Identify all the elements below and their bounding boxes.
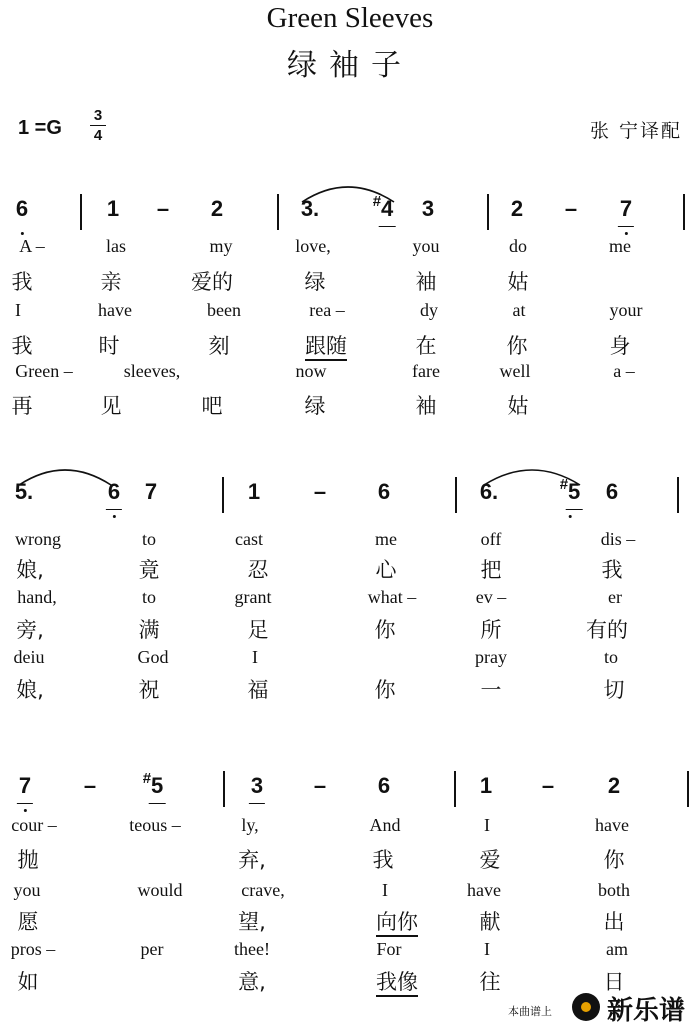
lyric-english	[106, 236, 126, 257]
sharp-sign: #	[559, 476, 569, 493]
lyric-english	[613, 361, 635, 382]
lyric-english	[604, 647, 618, 668]
lyric-english	[19, 236, 45, 257]
lyric-english	[467, 880, 501, 901]
lyric-chinese	[481, 554, 502, 584]
lyric-chinese	[416, 330, 437, 360]
lyric-text: I	[484, 815, 490, 835]
time-signature-top: 3	[93, 107, 103, 124]
lyric-english	[15, 300, 21, 321]
lyric-chinese	[373, 844, 394, 874]
lyric-english	[513, 300, 526, 321]
lyric-text: las	[106, 236, 126, 256]
lyric-english	[11, 939, 56, 960]
lyric-text: your	[609, 300, 643, 320]
lyric-text: I	[382, 880, 388, 900]
lyric-chinese	[305, 390, 326, 420]
lyric-english	[476, 587, 507, 608]
note: 6	[377, 773, 391, 798]
lyric-english	[15, 529, 61, 550]
lyric-text: crave,	[241, 880, 285, 900]
note: –	[564, 196, 578, 221]
lyric-text: 往	[479, 970, 501, 994]
lyric-chinese	[238, 844, 266, 874]
note: 2	[607, 773, 621, 798]
lyric-text: 祝	[138, 678, 160, 702]
lyric-text: pray	[475, 647, 507, 667]
lyric-chinese	[375, 614, 396, 644]
lyric-text: fare	[412, 361, 440, 381]
lyric-text: 时	[98, 334, 120, 358]
barline	[677, 477, 679, 513]
lyric-text: 足	[247, 618, 269, 642]
lyric-text: at	[512, 300, 526, 320]
lyric-chinese	[480, 906, 501, 936]
lyric-english	[368, 587, 417, 608]
lyric-text: to	[141, 529, 157, 549]
barline	[683, 194, 685, 230]
lyric-text: you	[13, 880, 41, 900]
lyric-english	[376, 939, 401, 960]
lyric-english	[610, 300, 643, 321]
lower-octave-dot	[24, 809, 27, 812]
lyric-text: rea –	[309, 300, 345, 320]
lyric-chinese	[16, 614, 44, 644]
lyric-text: Green –	[15, 361, 73, 381]
lyric-text: And	[369, 815, 401, 835]
lyric-text: hand,	[17, 587, 57, 607]
lyric-text: A –	[19, 236, 45, 256]
lyric-text: 爱的	[191, 270, 233, 294]
barline	[222, 477, 224, 513]
lyric-english	[601, 529, 636, 550]
lyric-text: 你	[374, 678, 396, 702]
lyric-text: 旁,	[16, 618, 44, 642]
lyric-chinese	[101, 390, 122, 420]
lyric-text: would	[137, 880, 183, 900]
lyric-text: 你	[603, 848, 625, 872]
lyric-chinese	[604, 906, 625, 936]
lyric-english	[141, 939, 164, 960]
lyric-english	[241, 880, 284, 901]
lyric-text: 娘,	[16, 678, 44, 702]
lyric-english	[475, 647, 507, 668]
lyric-chinese	[375, 674, 396, 704]
lyric-text: 竟	[138, 558, 160, 582]
lyric-chinese	[101, 266, 122, 296]
lyric-english	[413, 236, 440, 257]
lyric-text: dis –	[600, 529, 636, 549]
lyric-text: 姑	[507, 270, 529, 294]
lyric-chinese	[481, 614, 502, 644]
lyric-chinese	[604, 674, 625, 704]
slur	[300, 180, 396, 204]
record-logo-icon	[572, 993, 600, 1021]
note: 3.	[300, 196, 320, 221]
lyric-text: dy	[420, 300, 438, 320]
note-digit: 4	[381, 196, 394, 221]
lyric-text: 弃,	[238, 848, 266, 872]
lyric-text: both	[597, 880, 631, 900]
lower-octave-dot	[569, 515, 572, 518]
lyric-text: me	[375, 529, 397, 549]
lyric-text: 吧	[201, 394, 223, 418]
lyric-text: 见	[100, 394, 122, 418]
lyric-chinese	[610, 330, 631, 360]
lyric-chinese	[12, 330, 33, 360]
lyric-chinese	[191, 266, 233, 296]
lyric-text: 爱	[479, 848, 501, 872]
note-digit: 7	[619, 196, 633, 221]
lyric-text: 忍	[247, 558, 269, 582]
lyric-chinese	[238, 966, 266, 996]
lyric-text: 姑	[507, 394, 529, 418]
lyric-text: 抛	[17, 848, 39, 872]
lyric-english	[295, 236, 331, 257]
lower-octave-dot	[21, 232, 24, 235]
lyric-chinese	[18, 844, 39, 874]
song-title-chinese: 绿袖子	[287, 48, 413, 83]
lyric-english	[234, 939, 270, 960]
lyric-text: you	[412, 236, 440, 256]
lyric-text: cast	[235, 529, 263, 549]
lyric-english	[481, 529, 502, 550]
barline	[223, 771, 225, 807]
lyric-text: well	[499, 361, 531, 381]
lyric-text: I	[252, 647, 258, 667]
lyric-text: per	[140, 939, 164, 959]
lyric-english	[606, 939, 628, 960]
lyric-text: 在	[415, 334, 437, 358]
lyric-text: a –	[613, 361, 635, 381]
slur	[482, 463, 582, 487]
lyric-text: ev –	[475, 587, 507, 607]
time-signature	[90, 106, 106, 145]
note: –	[313, 773, 327, 798]
lyric-text: been	[207, 300, 241, 320]
watermark-prefix: 本曲谱上	[508, 1005, 552, 1018]
lyric-english	[142, 529, 156, 550]
note: –	[156, 196, 170, 221]
slur-curve	[19, 470, 111, 485]
note: 2	[210, 196, 224, 221]
lyric-chinese	[16, 674, 44, 704]
lyric-english	[235, 587, 272, 608]
lyric-text: 我	[11, 270, 33, 294]
lyric-text: er	[608, 587, 622, 607]
note: 6	[16, 196, 28, 222]
lyric-english	[11, 815, 56, 836]
lyric-chinese	[480, 844, 501, 874]
lower-octave-dot	[113, 515, 116, 518]
lyric-text: cour –	[11, 815, 57, 835]
lyric-text: I	[484, 939, 490, 959]
lyric-text: 我	[11, 334, 33, 358]
lyric-text: 身	[609, 334, 631, 358]
lyric-text: 我像	[376, 970, 418, 997]
lyric-text: For	[376, 939, 402, 959]
lyric-text: 袖	[415, 394, 437, 418]
lyric-text: 意,	[238, 970, 266, 994]
lyric-english	[375, 529, 397, 550]
lyric-english	[241, 815, 258, 836]
lyric-chinese	[99, 330, 120, 360]
barline	[277, 194, 279, 230]
lyric-chinese	[305, 266, 326, 296]
lyric-chinese	[416, 266, 437, 296]
note	[142, 770, 164, 799]
lyric-chinese	[586, 614, 628, 644]
lyric-chinese	[508, 266, 529, 296]
lyric-english	[484, 939, 490, 960]
lyric-text: 向你	[376, 910, 418, 937]
lyric-english	[484, 815, 490, 836]
lyric-chinese	[376, 554, 397, 584]
lyric-chinese	[12, 390, 33, 420]
note-digit: 5	[151, 773, 164, 798]
lyric-chinese	[416, 390, 437, 420]
lyric-chinese	[238, 906, 266, 936]
lyric-english	[609, 236, 631, 257]
lyric-english	[296, 361, 327, 382]
lyric-text: 出	[603, 910, 625, 934]
lyric-text: 所	[480, 618, 502, 642]
lyric-text: ly,	[241, 815, 259, 835]
lyric-english	[412, 361, 440, 382]
barline	[454, 771, 456, 807]
barline	[687, 771, 689, 807]
note: 2	[510, 196, 524, 221]
note-digit: 5	[568, 479, 581, 504]
lyric-chinese	[481, 674, 502, 704]
lyric-text: 绿	[304, 270, 326, 294]
note: 6	[377, 479, 391, 504]
lyric-english	[252, 647, 258, 668]
slur-curve	[484, 470, 580, 485]
lyric-english	[15, 361, 72, 382]
note: 3	[421, 196, 435, 221]
lyric-english	[235, 529, 263, 550]
lyric-text: am	[606, 939, 628, 959]
lyric-text: have	[467, 880, 501, 900]
lyric-english	[370, 815, 401, 836]
lyric-chinese	[202, 390, 223, 420]
note	[19, 773, 31, 799]
lyric-english	[595, 815, 629, 836]
lyric-english	[420, 300, 438, 321]
lyric-text: I	[15, 300, 21, 320]
lyric-text: 把	[480, 558, 502, 582]
lyric-english	[98, 300, 132, 321]
lyric-text: 绿	[304, 394, 326, 418]
lyric-text: 你	[374, 618, 396, 642]
lyric-chinese	[602, 554, 623, 584]
lyric-english	[309, 300, 344, 321]
watermark-brand: 新乐谱	[607, 996, 686, 1026]
note: –	[313, 479, 327, 504]
note	[251, 773, 263, 799]
lyric-chinese	[507, 330, 528, 360]
lyric-chinese	[18, 966, 39, 996]
lyric-text: God	[137, 647, 169, 667]
lyric-chinese	[305, 330, 347, 360]
lyric-chinese	[209, 330, 230, 360]
lyric-english	[138, 647, 169, 668]
lyric-english	[142, 587, 156, 608]
barline	[80, 194, 82, 230]
note: 1	[247, 479, 261, 504]
lyric-text: 满	[138, 618, 160, 642]
lyric-chinese	[139, 554, 160, 584]
lyric-chinese	[248, 674, 269, 704]
lyric-text: to	[603, 647, 619, 667]
lyric-text: do	[509, 236, 527, 256]
slur-curve	[302, 187, 394, 202]
lyric-text: thee!	[234, 939, 270, 959]
lyric-text: to	[141, 587, 157, 607]
time-signature-bottom: 4	[93, 127, 103, 144]
lyric-text: 你	[506, 334, 528, 358]
note: –	[541, 773, 555, 798]
lyric-english	[382, 880, 388, 901]
lyric-text: have	[595, 815, 629, 835]
lyric-text: 一	[480, 678, 502, 702]
barline	[455, 477, 457, 513]
lyric-text: now	[295, 361, 327, 381]
lyric-text: 袖	[415, 270, 437, 294]
arranger-credit: 张 宁译配	[590, 120, 683, 142]
barline	[487, 194, 489, 230]
lyric-chinese	[604, 844, 625, 874]
lyric-text: 亲	[100, 270, 122, 294]
lyric-chinese	[248, 614, 269, 644]
lyric-english	[138, 880, 183, 901]
lyric-text: 跟随	[305, 334, 347, 361]
lyric-chinese	[480, 966, 501, 996]
lyric-text: 福	[247, 678, 269, 702]
lyric-chinese	[248, 554, 269, 584]
note	[620, 196, 632, 222]
sharp-sign: #	[372, 193, 382, 210]
lyric-text: 切	[603, 678, 625, 702]
lyric-text: 再	[11, 394, 33, 418]
lyric-english	[509, 236, 527, 257]
lyric-english	[124, 361, 180, 382]
note-digit: 3	[250, 773, 264, 798]
lyric-text: 日	[603, 970, 625, 994]
sharp-sign: #	[142, 770, 152, 787]
lyric-text: love,	[295, 236, 331, 256]
lyric-text: off	[480, 529, 502, 549]
note: 6.	[479, 479, 499, 504]
lyric-text: sleeves,	[123, 361, 181, 381]
key-signature: 1 =G	[18, 117, 62, 139]
lyric-chinese	[139, 674, 160, 704]
lyric-chinese	[18, 906, 39, 936]
lyric-chinese	[12, 266, 33, 296]
lyric-chinese	[376, 966, 418, 996]
lyric-text: grant	[234, 587, 272, 607]
lyric-text: have	[98, 300, 132, 320]
lyric-text: 愿	[17, 910, 39, 934]
lyric-text: my	[209, 236, 233, 256]
lyric-text: 有的	[586, 618, 628, 642]
lyric-text: me	[609, 236, 631, 256]
lyric-english	[608, 587, 622, 608]
lyric-english	[207, 300, 241, 321]
lyric-text: 娘,	[16, 558, 44, 582]
slur	[17, 463, 113, 487]
note: 6	[605, 479, 619, 504]
lyric-chinese	[508, 390, 529, 420]
lyric-text: 刻	[208, 334, 230, 358]
note: 5.	[14, 479, 34, 504]
note: 7	[144, 479, 158, 504]
lyric-english	[17, 587, 57, 608]
note: 1	[479, 773, 493, 798]
lyric-text: 望,	[238, 910, 266, 934]
note: 1	[106, 196, 120, 221]
lyric-text: deiu	[13, 647, 45, 667]
lyric-text: wrong	[15, 529, 61, 549]
note: –	[83, 773, 97, 798]
lower-octave-dot	[625, 232, 628, 235]
note-digit: 6	[107, 479, 121, 504]
lyric-english	[129, 815, 181, 836]
lyric-text: what –	[367, 587, 417, 607]
lyric-text: 献	[479, 910, 501, 934]
lyric-english	[14, 880, 41, 901]
lyric-english	[598, 880, 630, 901]
lyric-chinese	[16, 554, 44, 584]
lyric-text: pros –	[10, 939, 56, 959]
lyric-text: 如	[17, 970, 39, 994]
lyric-english	[500, 361, 531, 382]
note-digit: 7	[18, 773, 32, 798]
lyric-text: 我	[601, 558, 623, 582]
lyric-english	[14, 647, 45, 668]
lyric-text: 心	[375, 558, 397, 582]
lyric-chinese	[139, 614, 160, 644]
lyric-text: 我	[372, 848, 394, 872]
lyric-text: teous –	[129, 815, 181, 835]
lyric-chinese	[376, 906, 418, 936]
song-title-english: Green Sleeves	[266, 2, 434, 34]
lyric-english	[209, 236, 232, 257]
